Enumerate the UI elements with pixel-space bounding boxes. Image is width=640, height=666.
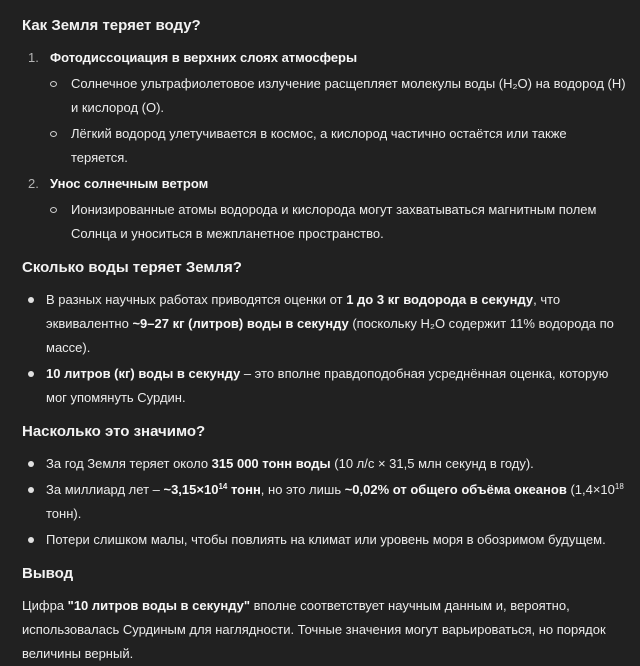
disc-bullet-icon	[28, 537, 34, 543]
heading-significance: Насколько это значимо?	[22, 423, 206, 440]
list-item	[22, 46, 626, 170]
list-item	[22, 362, 626, 410]
bold-text: 315 000 тонн воды	[211, 456, 331, 471]
list-item	[22, 452, 626, 476]
text: – это вполне правдоподобная усреднённая оценка, которую мог упомянуть Сурдин.	[46, 366, 609, 405]
circle-bullet-icon	[50, 131, 57, 137]
bold-text: ~9–27 кг (литров) воды в секунду	[132, 316, 349, 331]
text: тонн).	[46, 506, 82, 521]
estimates-list	[22, 288, 626, 410]
text: За год Земля теряет около	[46, 456, 212, 471]
text: За миллиард лет –	[46, 482, 164, 497]
heading-conclusion: Вывод	[22, 565, 74, 582]
disc-bullet-icon	[28, 371, 34, 377]
heading-how-much-water: Сколько воды теряет Земля?	[22, 259, 242, 276]
list-item	[50, 198, 626, 246]
text: (10 л/с × 31,5 млн секунд в году).	[330, 456, 534, 471]
superscript: 18	[614, 482, 624, 491]
bold-text: 1 до 3 кг водорода в секунду	[346, 292, 534, 307]
mechanisms-list	[22, 46, 626, 246]
list-item	[22, 528, 626, 552]
bold-text: "10 литров воды в секунду"	[67, 598, 251, 613]
list-item	[22, 288, 626, 360]
text: вполне соответствует научным данным и, вероятно, использовалась Сурдиным для наглядности. Точные значения могут варьироваться, но порядок величины верный.	[22, 598, 606, 661]
list-item	[22, 478, 626, 526]
significance-list	[22, 452, 626, 552]
item-text: Потери слишком малы, чтобы повлиять на климат или уровень моря в обозримом будущем.	[46, 532, 606, 547]
sub-list	[50, 72, 626, 170]
sub-list	[50, 198, 626, 246]
heading-how-earth-loses-water: Как Земля теряет воду?	[22, 17, 201, 34]
item-title: Фотодиссоциация в верхних слоях атмосферы	[50, 50, 358, 65]
conclusion-paragraph	[22, 594, 626, 666]
bold-text	[163, 482, 260, 497]
item-title: Унос солнечным ветром	[50, 176, 209, 191]
circle-bullet-icon	[50, 81, 57, 87]
text: ~3,15×10	[163, 482, 219, 497]
item-text: Ионизированные атомы водорода и кислорода могут захватываться магнитным полем Солнца и уноситься в межпланетное пространство.	[71, 202, 597, 241]
superscript: 14	[218, 482, 228, 491]
text: , но это лишь	[260, 482, 345, 497]
text: тонн	[227, 482, 261, 497]
text: (1,4×10	[566, 482, 615, 497]
disc-bullet-icon	[28, 297, 34, 303]
item-text: Солнечное ультрафиолетовое излучение расщепляет молекулы воды (H₂O) на водород (H) и кислород (O).	[71, 76, 626, 115]
list-number: 2.	[28, 176, 39, 191]
text: В разных научных работах приводятся оценки от	[46, 292, 347, 307]
list-item	[50, 122, 626, 170]
text: Цифра	[22, 598, 68, 613]
circle-bullet-icon	[50, 207, 57, 213]
list-item	[22, 172, 626, 246]
disc-bullet-icon	[28, 461, 34, 467]
item-text: Лёгкий водород улетучивается в космос, а кислород частично остаётся или также теряется.	[71, 126, 567, 165]
bold-text: ~0,02% от общего объёма океанов	[344, 482, 567, 497]
text: (поскольку H₂O содержит 11% водорода по массе).	[46, 316, 614, 355]
disc-bullet-icon	[28, 487, 34, 493]
list-item	[50, 72, 626, 120]
list-number: 1.	[28, 50, 39, 65]
text: , что эквивалентно	[46, 292, 561, 331]
bold-text: 10 литров (кг) воды в секунду	[46, 366, 241, 381]
